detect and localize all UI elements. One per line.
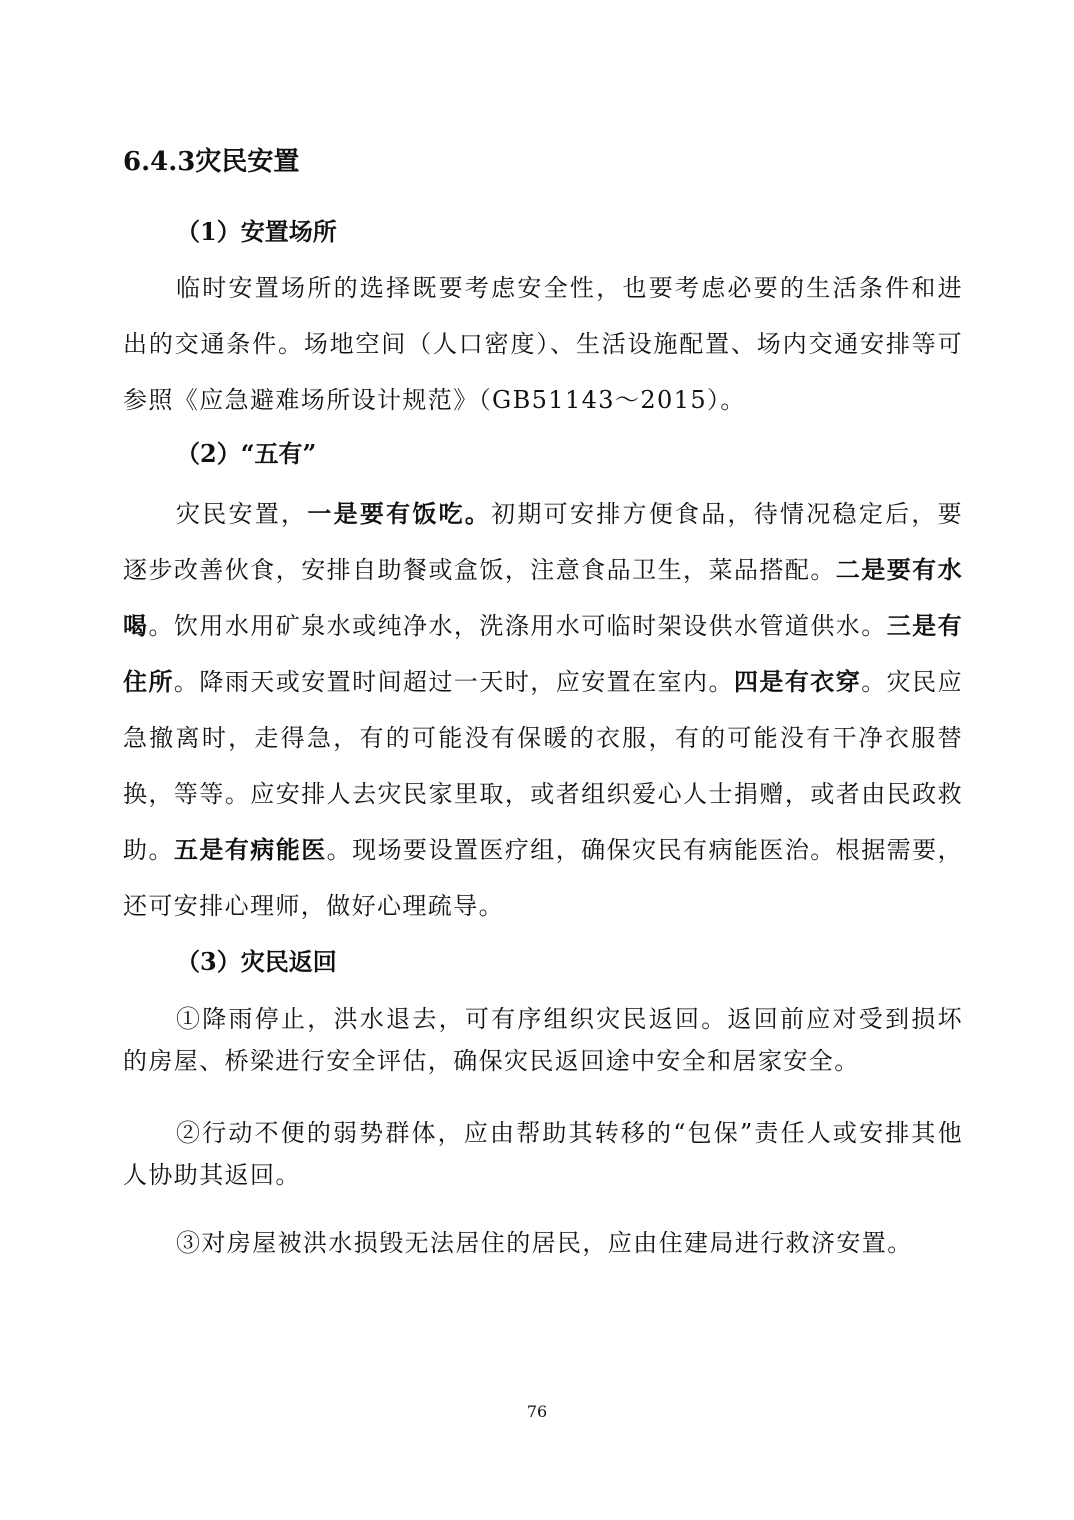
bold-point-food: 一是要有饭吃。 [307,499,492,528]
text-run: 灾民安置， [176,500,308,528]
bold-point-water: 二是要有水喝 [123,555,964,640]
text-run: 。降雨天或安置时间超过一天时，应安置在室内。 [173,668,734,696]
subheading-five-haves: （2）“五有” [176,439,317,468]
text-run: 。饮用水用矿泉水或纯净水，洗涤用水可临时架设供水管道供水。 [148,612,887,640]
paragraph-five-haves [123,486,963,934]
bold-point-clothing: 四是有衣穿 [733,667,862,696]
return-item-2: ②行动不便的弱势群体，应由帮助其转移的“包保”责任人或安排其他人协助其返回。 [123,1119,963,1189]
paragraph-shelter-site: 临时安置场所的选择既要考虑安全性，也要考虑必要的生活条件和进出的交通条件。场地空间（人口密度）、生活设施配置、场内交通安排等可参照《应急避难场所设计规范》（GB51143～2015）。 [123,274,963,414]
bold-point-housing: 三是有住所 [123,611,963,696]
subheading-shelter-site: （1）安置场所 [176,217,337,246]
return-item-3: ③对房屋被洪水损毁无法居住的居民，应由住建局进行救济安置。 [176,1229,913,1257]
section-title: 6.4.3灾民安置 [123,147,300,177]
text-run: 。现场要设置医疗组，确保灾民有病能医治。根据需要，还可安排心理师，做好心理疏导。 [123,836,963,920]
return-item-1: ①降雨停止，洪水退去，可有序组织灾民返回。返回前应对受到损坏的房屋、桥梁进行安全评估，确保灾民返回途中安全和居家安全。 [123,1005,963,1075]
subheading-return: （3）灾民返回 [176,947,337,976]
text-run: 。灾民应急撤离时，走得急，有的可能没有保暖的衣服，有的可能没有干净衣服替换，等等。应安排人去灾民家里取，或者组织爱心人士捐赠，或者由民政救助。 [123,668,963,864]
text-run: 初期可安排方便食品，待情况稳定后，要逐步改善伙食，安排自助餐或盒饭，注意食品卫生，菜品搭配。 [123,500,964,584]
page-number: 76 [526,1402,548,1421]
bold-point-medical: 五是有病能医 [173,835,327,864]
